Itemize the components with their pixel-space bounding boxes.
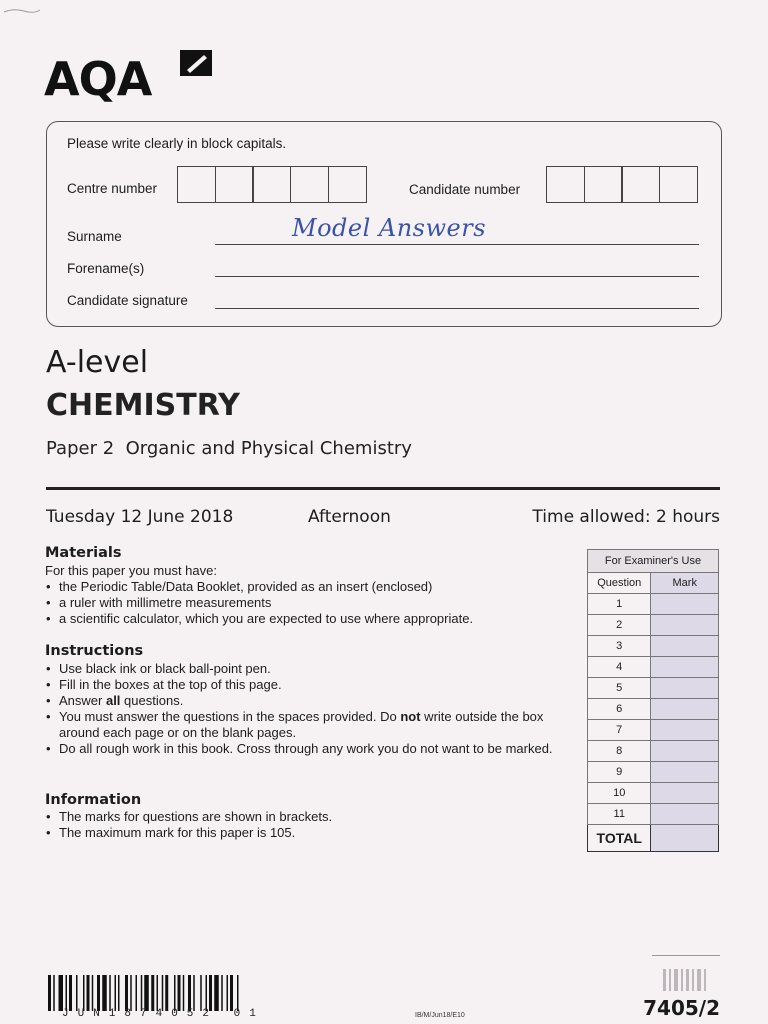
materials-heading: Materials xyxy=(45,545,122,561)
materials-intro: For this paper you must have: xyxy=(45,563,217,578)
forename-line[interactable] xyxy=(215,276,699,277)
question-number: 6 xyxy=(588,699,651,720)
table-row xyxy=(588,615,719,636)
candidate-number-box[interactable] xyxy=(659,166,698,203)
question-number: 3 xyxy=(588,636,651,657)
question-number: 9 xyxy=(588,762,651,783)
divider xyxy=(46,487,720,490)
candidate-number-box[interactable] xyxy=(546,166,585,203)
table-row xyxy=(588,762,719,783)
instructions-section xyxy=(45,661,575,757)
materials-section xyxy=(45,563,575,627)
table-row xyxy=(588,720,719,741)
mark-column-header: Mark xyxy=(651,573,719,594)
centre-number-box[interactable] xyxy=(215,166,254,203)
information-item: • The marks for questions are shown in brackets. xyxy=(45,809,575,825)
table-row xyxy=(588,636,719,657)
forename-label: Forename(s) xyxy=(67,261,145,276)
instructions-text: write outside the box around each page or on the blank pages. xyxy=(59,709,544,740)
table-row xyxy=(588,699,719,720)
barcode-icon xyxy=(48,975,300,1011)
mark-cell[interactable] xyxy=(651,678,719,699)
candidate-number-box[interactable] xyxy=(621,166,660,203)
aqa-logo: AQA xyxy=(44,52,152,106)
question-number: 1 xyxy=(588,594,651,615)
mark-cell[interactable] xyxy=(651,657,719,678)
mark-cell[interactable] xyxy=(651,762,719,783)
mark-cell[interactable] xyxy=(651,699,719,720)
paper-title: Paper 2 Organic and Physical Chemistry xyxy=(46,438,412,459)
mark-cell[interactable] xyxy=(651,720,719,741)
centre-number-box[interactable] xyxy=(177,166,216,203)
total-label: TOTAL xyxy=(588,825,651,852)
mark-cell[interactable] xyxy=(651,615,719,636)
surname-handwritten-value: Model Answers xyxy=(292,214,487,242)
total-mark-cell[interactable] xyxy=(651,825,719,852)
surname-label: Surname xyxy=(67,229,122,244)
table-row xyxy=(588,678,719,699)
table-row xyxy=(588,741,719,762)
instructions-item xyxy=(45,693,575,709)
candidate-number-box[interactable] xyxy=(584,166,623,203)
question-column-header: Question xyxy=(588,573,651,594)
paper-code: 7405/2 xyxy=(643,996,720,1020)
centre-number-box[interactable] xyxy=(328,166,367,203)
mark-cell[interactable] xyxy=(651,804,719,825)
table-row xyxy=(588,783,719,804)
table-row xyxy=(588,657,719,678)
question-number: 10 xyxy=(588,783,651,804)
time-allowed: Time allowed: 2 hours xyxy=(532,507,720,527)
question-number: 5 xyxy=(588,678,651,699)
instructions-text: Answer xyxy=(59,693,106,708)
footer-rule xyxy=(652,955,720,956)
instructions-item: • Use black ink or black ball-point pen. xyxy=(45,661,575,677)
table-row xyxy=(588,594,719,615)
aqa-logo-mark-icon xyxy=(178,48,214,78)
candidate-number-label: Candidate number xyxy=(409,182,521,197)
question-number: 4 xyxy=(588,657,651,678)
materials-item: • a scientific calculator, which you are expected to use where appropriate. xyxy=(45,611,575,627)
table-row xyxy=(588,804,719,825)
question-number: 11 xyxy=(588,804,651,825)
exam-date: Tuesday 12 June 2018 xyxy=(46,507,234,527)
instructions-item: • Fill in the boxes at the top of this page. xyxy=(45,677,575,693)
question-number: 7 xyxy=(588,720,651,741)
document-reference: IB/M/Jun18/E10 xyxy=(415,1012,465,1019)
materials-item: • a ruler with millimetre measurements xyxy=(45,595,575,611)
examiner-use-title: For Examiner's Use xyxy=(588,550,719,573)
signature-label: Candidate signature xyxy=(67,293,188,308)
question-number: 2 xyxy=(588,615,651,636)
instructions-emphasis: all xyxy=(105,693,121,708)
barcode-number: JUN1874052 01 xyxy=(62,1008,265,1020)
centre-number-box[interactable] xyxy=(252,166,291,203)
centre-number-boxes[interactable] xyxy=(178,166,367,203)
qualification-level: A-level xyxy=(46,345,149,380)
candidate-number-boxes[interactable] xyxy=(547,166,698,203)
question-number: 8 xyxy=(588,741,651,762)
centre-number-box[interactable] xyxy=(290,166,329,203)
mark-cell[interactable] xyxy=(651,594,719,615)
centre-number-label: Centre number xyxy=(67,181,158,196)
corner-mark xyxy=(2,6,42,16)
instructions-heading: Instructions xyxy=(45,643,144,659)
information-section xyxy=(45,809,575,841)
subject-title: CHEMISTRY xyxy=(46,388,240,423)
page-marker-icon xyxy=(663,969,709,991)
examiner-use-table xyxy=(587,549,719,852)
mark-cell[interactable] xyxy=(651,636,719,657)
information-heading: Information xyxy=(45,792,142,808)
total-row xyxy=(588,825,719,852)
instructions-text: questions. xyxy=(120,693,184,708)
mark-cell[interactable] xyxy=(651,783,719,804)
instructions-item: • Do all rough work in this book. Cross through any work you do not want to be marked. xyxy=(45,741,575,757)
information-item: • The maximum mark for this paper is 105. xyxy=(45,825,575,841)
exam-session: Afternoon xyxy=(308,507,391,527)
instructions-text: You must answer the questions in the spaces provided. Do xyxy=(59,709,401,724)
surname-line[interactable] xyxy=(215,244,699,245)
materials-item: • the Periodic Table/Data Booklet, provided as an insert (enclosed) xyxy=(45,579,575,595)
mark-cell[interactable] xyxy=(651,741,719,762)
signature-line[interactable] xyxy=(215,308,699,309)
instructions-emphasis: not xyxy=(400,709,421,724)
block-capitals-instruction: Please write clearly in block capitals. xyxy=(67,136,287,151)
instructions-item xyxy=(45,709,575,741)
